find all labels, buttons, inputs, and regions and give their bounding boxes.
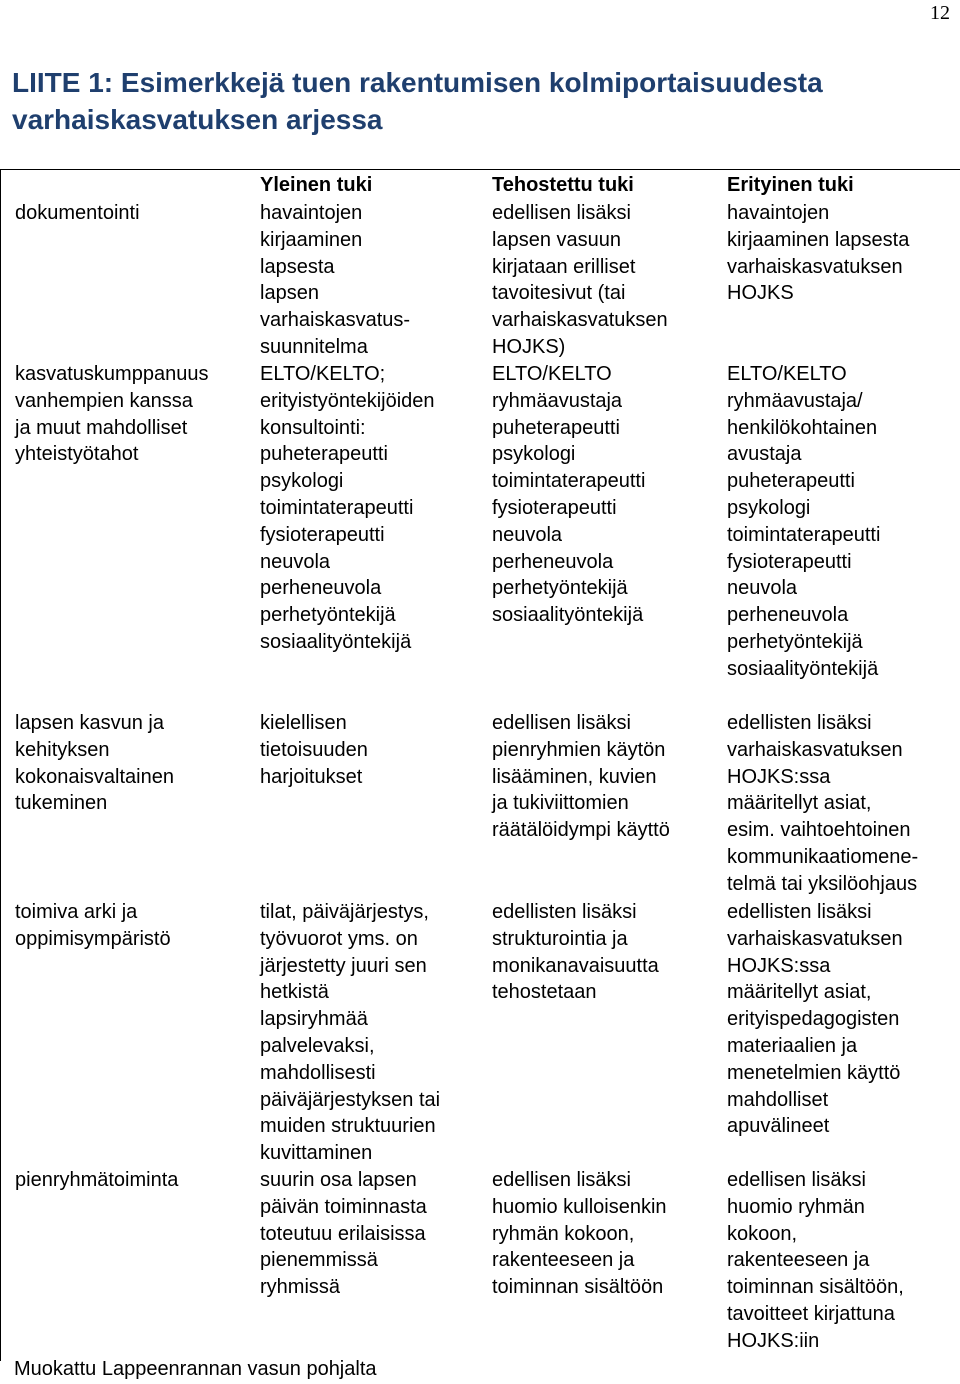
cell-general-pienryhmatoiminta: suurin osa lapsen päivän toiminnasta toteutuu erilaisissa pienemmissä ryhmissä — [260, 1169, 427, 1299]
cell-general-kasvatuskumppanuus: ELTO/KELTO; erityistyöntekijöiden konsultointi: puheterapeutti psykologi toimintaterapeutti fysioterapeutti neuvola perheneuvola perhetyöntekijä sosiaalityöntekijä — [260, 363, 435, 653]
cell-general-dokumentointi: havaintojen kirjaaminen lapsesta lapsen varhaiskasvatus- suunnitelma — [260, 202, 411, 358]
header-general-support: Yleinen tuki — [260, 174, 373, 196]
row-label-dokumentointi: dokumentointi — [15, 202, 140, 224]
row-label-kasvun-tukeminen: lapsen kasvun ja kehityksen kokonaisvaltainen tukeminen — [15, 712, 174, 815]
cell-enhanced-kasvatuskumppanuus: ELTO/KELTO ryhmäavustaja puheterapeutti psykologi toimintaterapeutti fysioterapeutti neuvola perheneuvola perhetyöntekijä sosiaalityöntekijä — [492, 363, 646, 627]
page-title — [12, 64, 942, 138]
header-enhanced-support: Tehostettu tuki — [492, 174, 634, 196]
cell-special-kasvatuskumppanuus: ELTO/KELTO ryhmäavustaja/ henkilökohtainen avustaja puheterapeutti psykologi toimintaterapeutti fysioterapeutti neuvola perheneuvola perhetyöntekijä sosiaalityöntekijä — [727, 363, 881, 680]
cell-enhanced-toimiva-arki: edellisten lisäksi strukturointia ja monikanavaisuutta tehostetaan — [492, 901, 659, 1004]
page-title-line: varhaiskasvatuksen arjessa — [12, 104, 383, 135]
cell-special-dokumentointi: havaintojen kirjaaminen lapsesta varhaiskasvatuksen HOJKS — [727, 202, 910, 305]
header-special-support: Erityinen tuki — [727, 174, 854, 196]
page-title-line: LIITE 1: Esimerkkejä tuen rakentumisen kolmiportaisuudesta — [12, 67, 823, 98]
cell-general-kasvun-tukeminen: kielellisen tietoisuuden harjoitukset — [260, 712, 368, 788]
cell-enhanced-dokumentointi: edellisen lisäksi lapsen vasuun kirjataan erilliset tavoitesivut (tai varhaiskasvatuksen HOJKS) — [492, 202, 668, 358]
page-number: 12 — [930, 2, 950, 24]
source-note: Muokattu Lappeenrannan vasun pohjalta — [14, 1358, 377, 1380]
cell-enhanced-kasvun-tukeminen: edellisen lisäksi pienryhmien käytön lisääminen, kuvien ja tukiviittomien räätälöidympi käyttö — [492, 712, 670, 842]
row-label-pienryhmatoiminta: pienryhmätoiminta — [15, 1169, 179, 1191]
cell-special-toimiva-arki: edellisten lisäksi varhaiskasvatuksen HOJKS:ssa määritellyt asiat, erityispedagogisten materiaalien ja menetelmien käyttö mahdolliset apuvälineet — [727, 901, 903, 1138]
cell-enhanced-pienryhmatoiminta: edellisen lisäksi huomio kulloisenkin ryhmän kokoon, rakenteeseen ja toiminnan sisältöön — [492, 1169, 667, 1299]
cell-special-pienryhmatoiminta: edellisen lisäksi huomio ryhmän kokoon, rakenteeseen ja toiminnan sisältöön, tavoitteet kirjattuna HOJKS:iin — [727, 1169, 904, 1352]
row-label-kasvatuskumppanuus: kasvatuskumppanuus vanhempien kanssa ja muut mahdolliset yhteistyötahot — [15, 363, 209, 466]
cell-general-toimiva-arki: tilat, päiväjärjestys, työvuorot yms. on järjestetty juuri sen hetkistä lapsiryhmää palvelevaksi, mahdollisesti päiväjärjestyksen tai muiden struktuurien kuvittaminen — [260, 901, 441, 1165]
cell-special-kasvun-tukeminen: edellisten lisäksi varhaiskasvatuksen HOJKS:ssa määritellyt asiat, esim. vaihtoehtoinen kommunikaatiomene- telmä tai yksilöohjaus — [727, 712, 919, 895]
row-label-toimiva-arki: toimiva arki ja oppimisympäristö — [15, 901, 171, 950]
